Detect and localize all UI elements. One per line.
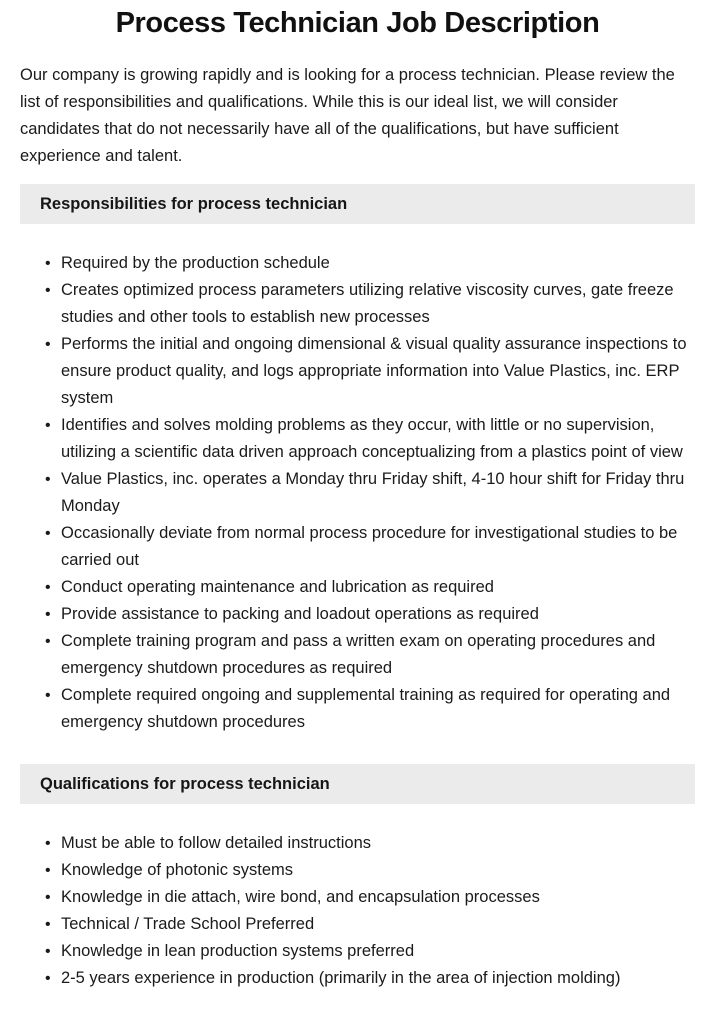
list-item: • Occasionally deviate from normal process procedure for investigational studies to be carried out <box>45 520 695 574</box>
list-item: • Creates optimized process parameters utilizing relative viscosity curves, gate freeze studies and other tools to establish new processes <box>45 277 695 331</box>
list-item: • 2-5 years experience in production (primarily in the area of injection molding) <box>45 965 695 992</box>
list-item: • Performs the initial and ongoing dimensional & visual quality assurance inspections to ensure product quality, and logs appropriate information into Value Plastics, inc. ERP system <box>45 331 695 412</box>
section-heading-text: Responsibilities for process technician <box>40 194 348 213</box>
list-item: • Knowledge in die attach, wire bond, and encapsulation processes <box>45 884 695 911</box>
list-item: • Knowledge of photonic systems <box>45 857 695 884</box>
list-item: • Conduct operating maintenance and lubrication as required <box>45 574 695 601</box>
list-item: • Must be able to follow detailed instructions <box>45 830 695 857</box>
list-item: • Knowledge in lean production systems preferred <box>45 938 695 965</box>
page-title: Process Technician Job Description <box>115 7 600 39</box>
qualifications-list <box>20 830 695 992</box>
list-item: • Required by the production schedule <box>45 250 695 277</box>
section-header-qualifications <box>20 764 695 804</box>
intro-paragraph: Our company is growing rapidly and is looking for a process technician. Please review the list of responsibilities and qualifications. While this is our ideal list, we will consider candidates that do not necessarily have all of the qualifications, but have sufficient experience and talent. <box>20 66 675 165</box>
list-item: • Complete required ongoing and supplemental training as required for operating and emergency shutdown procedures <box>45 682 695 736</box>
list-item: • Value Plastics, inc. operates a Monday thru Friday shift, 4-10 hour shift for Friday thru Monday <box>45 466 695 520</box>
list-item: • Identifies and solves molding problems as they occur, with little or no supervision, utilizing a scientific data driven approach conceptualizing from a plastics point of view <box>45 412 695 466</box>
list-item: • Technical / Trade School Preferred <box>45 911 695 938</box>
responsibilities-list <box>20 250 695 736</box>
list-item: • Complete training program and pass a written exam on operating procedures and emergency shutdown procedures as required <box>45 628 695 682</box>
list-item: • Provide assistance to packing and loadout operations as required <box>45 601 695 628</box>
section-heading-text: Qualifications for process technician <box>40 774 330 793</box>
section-header-responsibilities <box>20 184 695 224</box>
